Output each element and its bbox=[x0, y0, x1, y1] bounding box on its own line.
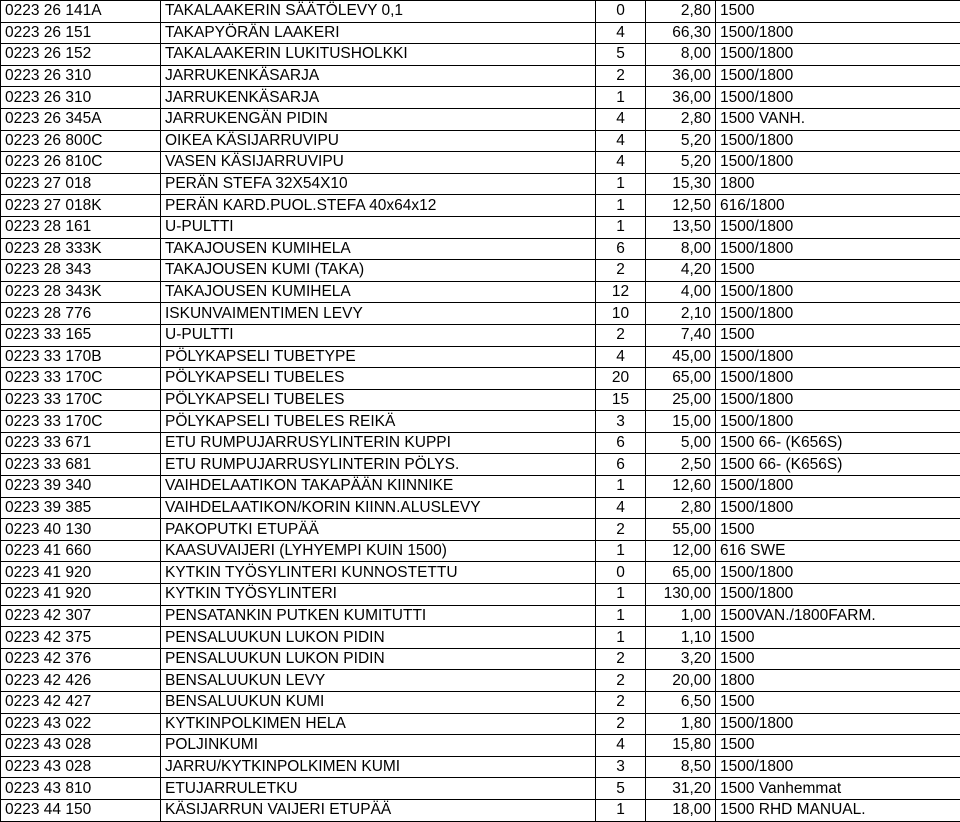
price-cell: 2,80 bbox=[646, 497, 716, 519]
part-number-cell: 0223 44 150 bbox=[1, 799, 161, 821]
table-row bbox=[1, 152, 960, 174]
model-note-cell: 1500/1800 bbox=[716, 238, 960, 260]
model-note-cell: 1500 66- (K656S) bbox=[716, 432, 960, 454]
table-row bbox=[1, 476, 960, 498]
model-note-cell: 1500 VANH. bbox=[716, 108, 960, 130]
price-cell: 130,00 bbox=[646, 584, 716, 606]
model-note-cell: 1500/1800 bbox=[716, 152, 960, 174]
part-number-cell: 0223 43 022 bbox=[1, 713, 161, 735]
table-row bbox=[1, 238, 960, 260]
price-cell: 4,00 bbox=[646, 281, 716, 303]
part-number-cell: 0223 42 427 bbox=[1, 692, 161, 714]
part-number-cell: 0223 33 681 bbox=[1, 454, 161, 476]
description-cell: TAKAJOUSEN KUMI (TAKA) bbox=[161, 260, 596, 282]
parts-table-body bbox=[1, 1, 960, 822]
description-cell: KYTKINPOLKIMEN HELA bbox=[161, 713, 596, 735]
model-note-cell: 1500/1800 bbox=[716, 44, 960, 66]
quantity-cell: 12 bbox=[596, 281, 646, 303]
table-row bbox=[1, 799, 960, 821]
part-number-cell: 0223 28 161 bbox=[1, 216, 161, 238]
model-note-cell: 1500/1800 bbox=[716, 22, 960, 44]
table-row bbox=[1, 216, 960, 238]
description-cell: ETU RUMPUJARRUSYLINTERIN KUPPI bbox=[161, 432, 596, 454]
table-row bbox=[1, 605, 960, 627]
price-cell: 20,00 bbox=[646, 670, 716, 692]
part-number-cell: 0223 41 920 bbox=[1, 584, 161, 606]
description-cell: PÖLYKAPSELI TUBELES bbox=[161, 368, 596, 390]
quantity-cell: 1 bbox=[596, 173, 646, 195]
description-cell: ETU RUMPUJARRUSYLINTERIN PÖLYS. bbox=[161, 454, 596, 476]
price-cell: 2,50 bbox=[646, 454, 716, 476]
price-cell: 5,00 bbox=[646, 432, 716, 454]
table-row bbox=[1, 65, 960, 87]
description-cell: VASEN KÄSIJARRUVIPU bbox=[161, 152, 596, 174]
quantity-cell: 2 bbox=[596, 519, 646, 541]
description-cell: KYTKIN TYÖSYLINTERI KUNNOSTETTU bbox=[161, 562, 596, 584]
quantity-cell: 2 bbox=[596, 324, 646, 346]
price-cell: 4,20 bbox=[646, 260, 716, 282]
table-row bbox=[1, 756, 960, 778]
quantity-cell: 4 bbox=[596, 735, 646, 757]
description-cell: PÖLYKAPSELI TUBELES bbox=[161, 389, 596, 411]
description-cell: PÖLYKAPSELI TUBELES REIKÄ bbox=[161, 411, 596, 433]
description-cell: TAKALAAKERIN LUKITUSHOLKKI bbox=[161, 44, 596, 66]
model-note-cell: 1500 bbox=[716, 1, 960, 23]
table-row bbox=[1, 368, 960, 390]
price-cell: 8,50 bbox=[646, 756, 716, 778]
description-cell: TAKAJOUSEN KUMIHELA bbox=[161, 238, 596, 260]
model-note-cell: 616/1800 bbox=[716, 195, 960, 217]
price-cell: 2,10 bbox=[646, 303, 716, 325]
table-row bbox=[1, 432, 960, 454]
description-cell: KAASUVAIJERI (LYHYEMPI KUIN 1500) bbox=[161, 540, 596, 562]
price-cell: 8,00 bbox=[646, 238, 716, 260]
part-number-cell: 0223 42 426 bbox=[1, 670, 161, 692]
model-note-cell: 1500/1800 bbox=[716, 303, 960, 325]
model-note-cell: 1500/1800 bbox=[716, 584, 960, 606]
description-cell: BENSALUUKUN LEVY bbox=[161, 670, 596, 692]
model-note-cell: 1500/1800 bbox=[716, 87, 960, 109]
description-cell: PENSALUUKUN LUKON PIDIN bbox=[161, 648, 596, 670]
table-row bbox=[1, 778, 960, 800]
model-note-cell: 1500 bbox=[716, 648, 960, 670]
part-number-cell: 0223 28 776 bbox=[1, 303, 161, 325]
part-number-cell: 0223 28 343 bbox=[1, 260, 161, 282]
table-row bbox=[1, 195, 960, 217]
model-note-cell: 1500/1800 bbox=[716, 368, 960, 390]
price-cell: 1,00 bbox=[646, 605, 716, 627]
price-cell: 36,00 bbox=[646, 65, 716, 87]
part-number-cell: 0223 27 018K bbox=[1, 195, 161, 217]
part-number-cell: 0223 26 810C bbox=[1, 152, 161, 174]
table-row bbox=[1, 584, 960, 606]
part-number-cell: 0223 26 310 bbox=[1, 87, 161, 109]
part-number-cell: 0223 26 141A bbox=[1, 1, 161, 23]
price-cell: 55,00 bbox=[646, 519, 716, 541]
model-note-cell: 1500 bbox=[716, 627, 960, 649]
quantity-cell: 4 bbox=[596, 108, 646, 130]
price-cell: 6,50 bbox=[646, 692, 716, 714]
part-number-cell: 0223 40 130 bbox=[1, 519, 161, 541]
model-note-cell: 1500 bbox=[716, 324, 960, 346]
model-note-cell: 1500/1800 bbox=[716, 756, 960, 778]
part-number-cell: 0223 26 800C bbox=[1, 130, 161, 152]
quantity-cell: 1 bbox=[596, 540, 646, 562]
part-number-cell: 0223 33 170B bbox=[1, 346, 161, 368]
table-row bbox=[1, 454, 960, 476]
model-note-cell: 1500/1800 bbox=[716, 389, 960, 411]
model-note-cell: 1500VAN./1800FARM. bbox=[716, 605, 960, 627]
description-cell: PERÄN KARD.PUOL.STEFA 40x64x12 bbox=[161, 195, 596, 217]
part-number-cell: 0223 43 028 bbox=[1, 735, 161, 757]
quantity-cell: 6 bbox=[596, 454, 646, 476]
price-cell: 3,20 bbox=[646, 648, 716, 670]
table-row bbox=[1, 87, 960, 109]
price-cell: 5,20 bbox=[646, 130, 716, 152]
part-number-cell: 0223 42 307 bbox=[1, 605, 161, 627]
description-cell: TAKALAAKERIN SÄÄTÖLEVY 0,1 bbox=[161, 1, 596, 23]
table-row bbox=[1, 281, 960, 303]
price-cell: 8,00 bbox=[646, 44, 716, 66]
part-number-cell: 0223 33 170C bbox=[1, 389, 161, 411]
table-row bbox=[1, 692, 960, 714]
quantity-cell: 3 bbox=[596, 756, 646, 778]
description-cell: U-PULTTI bbox=[161, 324, 596, 346]
quantity-cell: 15 bbox=[596, 389, 646, 411]
model-note-cell: 1500 bbox=[716, 519, 960, 541]
quantity-cell: 2 bbox=[596, 670, 646, 692]
price-cell: 31,20 bbox=[646, 778, 716, 800]
price-cell: 12,50 bbox=[646, 195, 716, 217]
model-note-cell: 1500/1800 bbox=[716, 713, 960, 735]
model-note-cell: 1500 RHD MANUAL. bbox=[716, 799, 960, 821]
table-row bbox=[1, 411, 960, 433]
model-note-cell: 1500/1800 bbox=[716, 346, 960, 368]
price-cell: 36,00 bbox=[646, 87, 716, 109]
quantity-cell: 2 bbox=[596, 260, 646, 282]
price-cell: 18,00 bbox=[646, 799, 716, 821]
model-note-cell: 1500/1800 bbox=[716, 281, 960, 303]
description-cell: JARRUKENKÄSARJA bbox=[161, 87, 596, 109]
table-row bbox=[1, 260, 960, 282]
part-number-cell: 0223 26 345A bbox=[1, 108, 161, 130]
quantity-cell: 2 bbox=[596, 648, 646, 670]
price-cell: 15,00 bbox=[646, 411, 716, 433]
table-row bbox=[1, 670, 960, 692]
part-number-cell: 0223 28 343K bbox=[1, 281, 161, 303]
model-note-cell: 1500/1800 bbox=[716, 130, 960, 152]
description-cell: JARRUKENKÄSARJA bbox=[161, 65, 596, 87]
description-cell: JARRUKENGÄN PIDIN bbox=[161, 108, 596, 130]
part-number-cell: 0223 39 340 bbox=[1, 476, 161, 498]
part-number-cell: 0223 42 376 bbox=[1, 648, 161, 670]
table-row bbox=[1, 519, 960, 541]
price-cell: 2,80 bbox=[646, 1, 716, 23]
description-cell: KYTKIN TYÖSYLINTERI bbox=[161, 584, 596, 606]
quantity-cell: 4 bbox=[596, 152, 646, 174]
price-cell: 65,00 bbox=[646, 562, 716, 584]
part-number-cell: 0223 42 375 bbox=[1, 627, 161, 649]
part-number-cell: 0223 41 660 bbox=[1, 540, 161, 562]
table-row bbox=[1, 648, 960, 670]
quantity-cell: 10 bbox=[596, 303, 646, 325]
price-cell: 25,00 bbox=[646, 389, 716, 411]
table-row bbox=[1, 735, 960, 757]
part-number-cell: 0223 27 018 bbox=[1, 173, 161, 195]
description-cell: PENSALUUKUN LUKON PIDIN bbox=[161, 627, 596, 649]
part-number-cell: 0223 28 333K bbox=[1, 238, 161, 260]
model-note-cell: 1500 bbox=[716, 260, 960, 282]
model-note-cell: 1500 66- (K656S) bbox=[716, 454, 960, 476]
quantity-cell: 1 bbox=[596, 195, 646, 217]
part-number-cell: 0223 33 165 bbox=[1, 324, 161, 346]
quantity-cell: 6 bbox=[596, 432, 646, 454]
description-cell: POLJINKUMI bbox=[161, 735, 596, 757]
table-row bbox=[1, 22, 960, 44]
description-cell: PERÄN STEFA 32X54X10 bbox=[161, 173, 596, 195]
model-note-cell: 1800 bbox=[716, 173, 960, 195]
quantity-cell: 5 bbox=[596, 778, 646, 800]
model-note-cell: 1500 bbox=[716, 692, 960, 714]
table-row bbox=[1, 713, 960, 735]
part-number-cell: 0223 33 671 bbox=[1, 432, 161, 454]
quantity-cell: 2 bbox=[596, 713, 646, 735]
description-cell: JARRU/KYTKINPOLKIMEN KUMI bbox=[161, 756, 596, 778]
part-number-cell: 0223 39 385 bbox=[1, 497, 161, 519]
price-cell: 66,30 bbox=[646, 22, 716, 44]
quantity-cell: 3 bbox=[596, 411, 646, 433]
quantity-cell: 4 bbox=[596, 130, 646, 152]
quantity-cell: 20 bbox=[596, 368, 646, 390]
quantity-cell: 4 bbox=[596, 22, 646, 44]
quantity-cell: 1 bbox=[596, 476, 646, 498]
price-cell: 12,60 bbox=[646, 476, 716, 498]
description-cell: PÖLYKAPSELI TUBETYPE bbox=[161, 346, 596, 368]
price-cell: 7,40 bbox=[646, 324, 716, 346]
table-row bbox=[1, 389, 960, 411]
quantity-cell: 1 bbox=[596, 87, 646, 109]
quantity-cell: 1 bbox=[596, 216, 646, 238]
model-note-cell: 616 SWE bbox=[716, 540, 960, 562]
quantity-cell: 2 bbox=[596, 692, 646, 714]
quantity-cell: 1 bbox=[596, 584, 646, 606]
model-note-cell: 1800 bbox=[716, 670, 960, 692]
model-note-cell: 1500/1800 bbox=[716, 411, 960, 433]
table-row bbox=[1, 562, 960, 584]
table-row bbox=[1, 627, 960, 649]
price-cell: 45,00 bbox=[646, 346, 716, 368]
description-cell: ISKUNVAIMENTIMEN LEVY bbox=[161, 303, 596, 325]
description-cell: PAKOPUTKI ETUPÄÄ bbox=[161, 519, 596, 541]
price-cell: 2,80 bbox=[646, 108, 716, 130]
table-row bbox=[1, 173, 960, 195]
quantity-cell: 1 bbox=[596, 605, 646, 627]
price-cell: 13,50 bbox=[646, 216, 716, 238]
table-row bbox=[1, 324, 960, 346]
quantity-cell: 1 bbox=[596, 799, 646, 821]
quantity-cell: 0 bbox=[596, 562, 646, 584]
description-cell: ETUJARRULETKU bbox=[161, 778, 596, 800]
model-note-cell: 1500/1800 bbox=[716, 562, 960, 584]
price-cell: 1,80 bbox=[646, 713, 716, 735]
part-number-cell: 0223 26 151 bbox=[1, 22, 161, 44]
description-cell: VAIHDELAATIKON/KORIN KIINN.ALUSLEVY bbox=[161, 497, 596, 519]
price-cell: 12,00 bbox=[646, 540, 716, 562]
description-cell: PENSATANKIN PUTKEN KUMITUTTI bbox=[161, 605, 596, 627]
table-row bbox=[1, 540, 960, 562]
part-number-cell: 0223 26 152 bbox=[1, 44, 161, 66]
model-note-cell: 1500/1800 bbox=[716, 216, 960, 238]
part-number-cell: 0223 41 920 bbox=[1, 562, 161, 584]
price-cell: 15,80 bbox=[646, 735, 716, 757]
price-cell: 1,10 bbox=[646, 627, 716, 649]
quantity-cell: 0 bbox=[596, 1, 646, 23]
description-cell: U-PULTTI bbox=[161, 216, 596, 238]
quantity-cell: 2 bbox=[596, 65, 646, 87]
model-note-cell: 1500/1800 bbox=[716, 65, 960, 87]
table-row bbox=[1, 346, 960, 368]
part-number-cell: 0223 33 170C bbox=[1, 368, 161, 390]
description-cell: TAKAJOUSEN KUMIHELA bbox=[161, 281, 596, 303]
price-cell: 65,00 bbox=[646, 368, 716, 390]
table-row bbox=[1, 108, 960, 130]
model-note-cell: 1500 Vanhemmat bbox=[716, 778, 960, 800]
part-number-cell: 0223 33 170C bbox=[1, 411, 161, 433]
quantity-cell: 1 bbox=[596, 627, 646, 649]
model-note-cell: 1500/1800 bbox=[716, 497, 960, 519]
table-row bbox=[1, 1, 960, 23]
model-note-cell: 1500 bbox=[716, 735, 960, 757]
quantity-cell: 4 bbox=[596, 497, 646, 519]
description-cell: VAIHDELAATIKON TAKAPÄÄN KIINNIKE bbox=[161, 476, 596, 498]
description-cell: BENSALUUKUN KUMI bbox=[161, 692, 596, 714]
model-note-cell: 1500/1800 bbox=[716, 476, 960, 498]
price-cell: 5,20 bbox=[646, 152, 716, 174]
part-number-cell: 0223 26 310 bbox=[1, 65, 161, 87]
table-row bbox=[1, 44, 960, 66]
quantity-cell: 5 bbox=[596, 44, 646, 66]
table-row bbox=[1, 303, 960, 325]
description-cell: TAKAPYÖRÄN LAAKERI bbox=[161, 22, 596, 44]
quantity-cell: 4 bbox=[596, 346, 646, 368]
part-number-cell: 0223 43 810 bbox=[1, 778, 161, 800]
table-row bbox=[1, 130, 960, 152]
quantity-cell: 6 bbox=[596, 238, 646, 260]
description-cell: OIKEA KÄSIJARRUVIPU bbox=[161, 130, 596, 152]
description-cell: KÄSIJARRUN VAIJERI ETUPÄÄ bbox=[161, 799, 596, 821]
price-cell: 15,30 bbox=[646, 173, 716, 195]
table-row bbox=[1, 497, 960, 519]
part-number-cell: 0223 43 028 bbox=[1, 756, 161, 778]
